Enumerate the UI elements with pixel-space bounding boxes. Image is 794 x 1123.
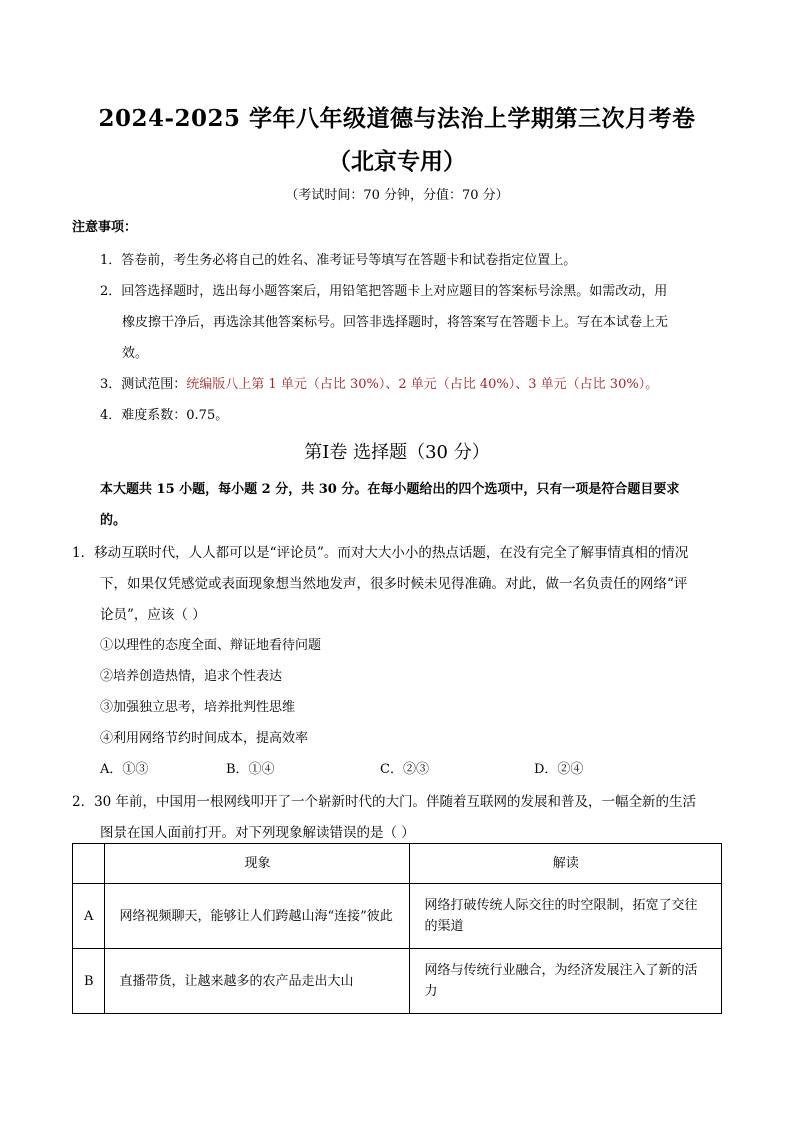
reading-cell: 网络打破传统人际交往的时空限制，拓宽了交往的渠道 (410, 884, 722, 949)
notice-item-3-label: 3．测试范围： (100, 377, 187, 392)
table-header-cell: 解读 (410, 844, 722, 884)
question-2-table (72, 843, 722, 1014)
question-1-choice-c: C．②③ (380, 762, 429, 777)
notice-item-3-scope: 统编版八上第 1 单元（占比 30%）、2 单元（占比 40%）、3 单元（占比 30%）。 (186, 377, 659, 392)
table-row (73, 884, 722, 949)
question-1-choice-d: D．②④ (534, 762, 584, 777)
table-header-cell (73, 844, 105, 884)
notice-item-4: 4．难度系数：0.75。 (100, 408, 229, 423)
notice-item-3 (100, 373, 658, 392)
section-title: 第Ⅰ卷 选择题（30 分） (304, 442, 490, 463)
question-1-option-3: ③加强独立思考，培养批判性思维 (100, 700, 296, 715)
page-subtitle: （北京专用） (328, 148, 466, 175)
table-header-row (73, 844, 722, 884)
notice-item-2-line-2: 橡皮擦干净后，再选涂其他答案标号。回答非选择题时，将答案写在答题卡上。写在本试卷上无 (122, 315, 669, 330)
question-2-line-1: 2．30 年前，中国用一根网线叩开了一个崭新时代的大门。伴随着互联网的发展和普及，一幅全新的生活 (72, 794, 697, 810)
question-1-choice-a: A．①③ (100, 762, 149, 777)
phenomenon-cell: 网络视频聊天，能够让人们跨越山海“连接”彼此 (105, 884, 410, 949)
notice-item-2-line-1: 2．回答选择题时，选出每小题答案后，用铅笔把答题卡上对应题目的答案标号涂黑。如需改动，用 (100, 284, 668, 299)
question-1-option-4: ④利用网络节约时间成本，提高效率 (100, 731, 309, 746)
question-1-option-2: ②培养创造热情，追求个性表达 (100, 669, 283, 684)
row-label: A (73, 884, 105, 949)
section-description-line-1: 本大题共 15 小题，每小题 2 分，共 30 分。在每小题给出的四个选项中，只有一项是符合题目要求 (100, 482, 680, 497)
question-1-choice-b: B．①④ (226, 762, 275, 777)
table-row (73, 949, 722, 1014)
question-1-line-3: 论员”，应该（ ） (100, 607, 206, 623)
notice-item-1: 1．答卷前，考生务必将自己的姓名、准考证号等填写在答题卡和试卷指定位置上。 (100, 253, 577, 268)
section-description-line-2: 的。 (100, 513, 127, 528)
question-2-line-2: 图景在国人面前打开。对下列现象解读错误的是（ ） (100, 825, 415, 841)
question-1-line-1: 1．移动互联时代，人人都可以是“评论员”。而对大大小小的热点话题，在没有完全了解事情真相的情况 (72, 545, 689, 561)
row-label: B (73, 949, 105, 1014)
question-1-line-2: 下，如果仅凭感觉或表面现象想当然地发声，很多时候未见得准确。对此，做一名负责任的网络“评 (100, 576, 688, 592)
notice-item-2-line-3: 效。 (122, 346, 149, 361)
notice-heading: 注意事项： (72, 220, 138, 235)
reading-cell: 网络与传统行业融合，为经济发展注入了新的活力 (410, 949, 722, 1014)
question-1-option-1: ①以理性的态度全面、辩证地看待问题 (100, 638, 322, 653)
exam-info: （考试时间：70 分钟，分值：70 分） (285, 188, 509, 203)
table-header-cell: 现象 (105, 844, 410, 884)
page-title: 2024-2025 学年八年级道德与法治上学期第三次月考卷 (98, 105, 696, 132)
phenomenon-cell: 直播带货，让越来越多的农产品走出大山 (105, 949, 410, 1014)
